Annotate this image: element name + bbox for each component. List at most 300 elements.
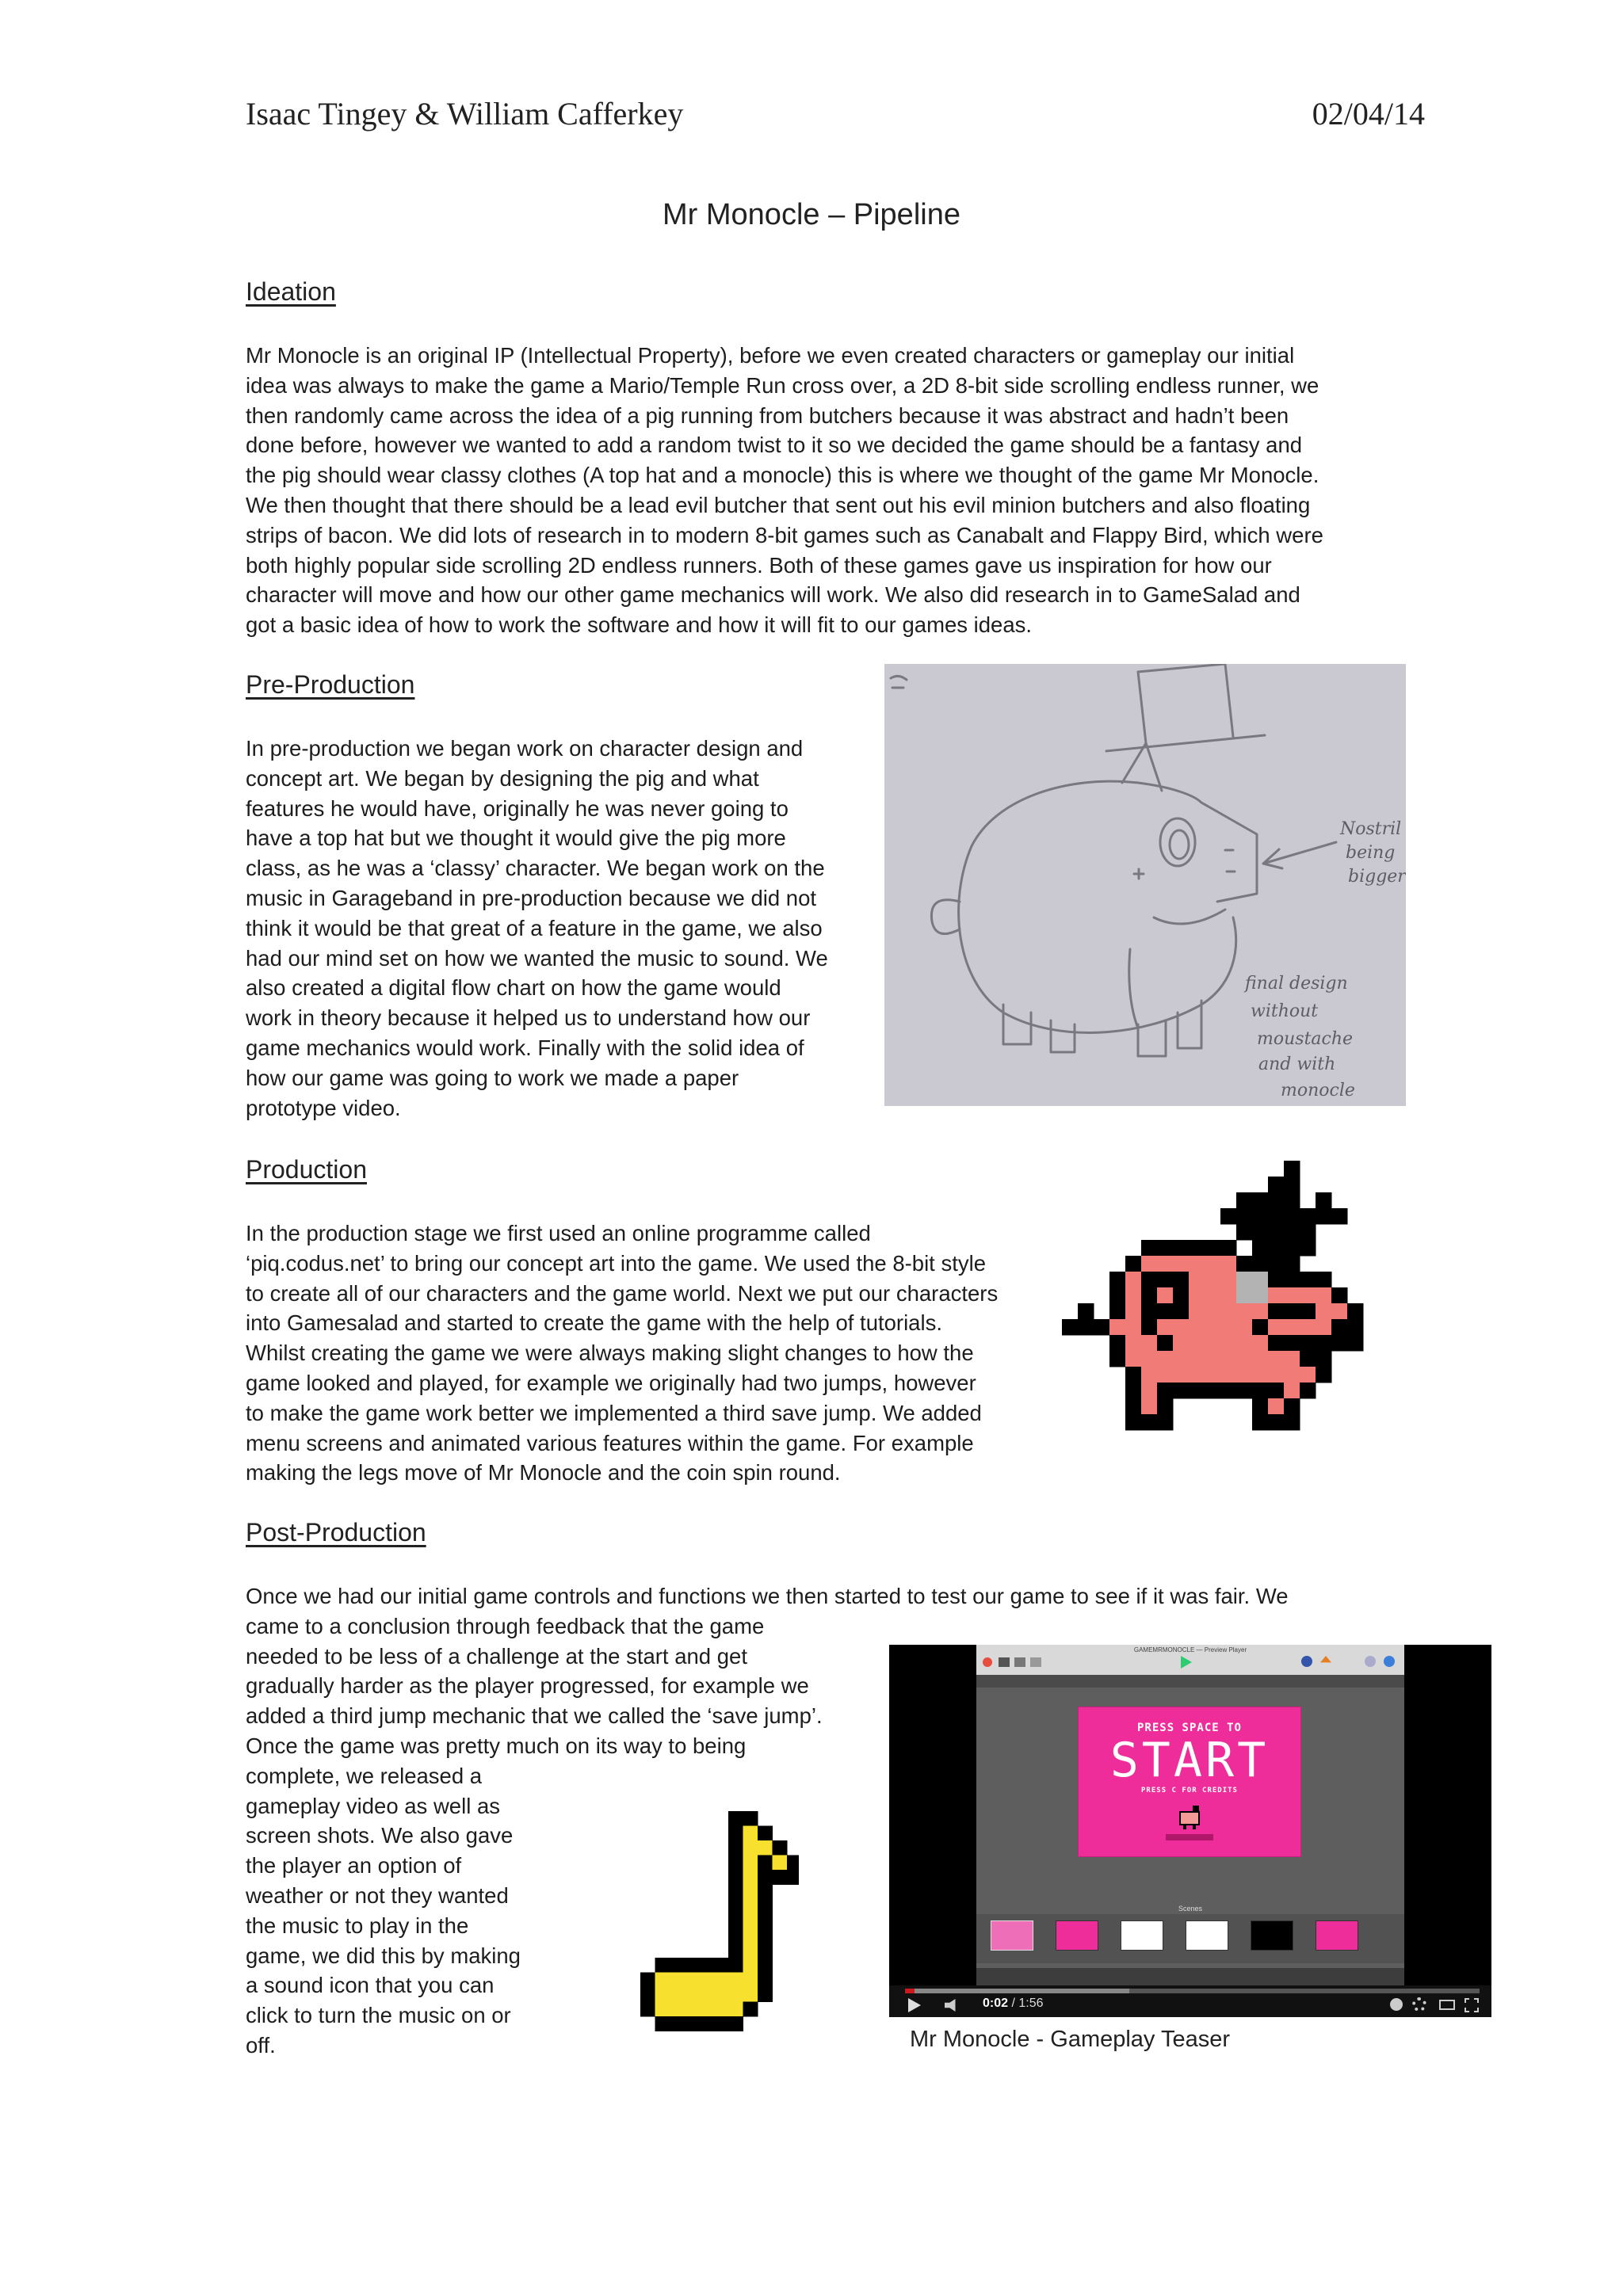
video-time-current: 0:02 (983, 1997, 1009, 2010)
text-line: had our mind set on how we wanted the music to sound. We (246, 945, 828, 971)
volume-icon[interactable] (945, 1999, 959, 2012)
sprite-pixel (1252, 1367, 1269, 1383)
sprite-pixel (1347, 1335, 1364, 1352)
sprite-pixel (1236, 1272, 1253, 1288)
fullscreen-icon[interactable] (1465, 1998, 1479, 2012)
sprite-pixel (743, 1885, 758, 1900)
help-icon (1384, 1656, 1395, 1667)
sprite-pixel (655, 1958, 670, 1973)
sprite-pixel (773, 1870, 788, 1885)
sprite-pixel (655, 1973, 670, 1988)
sprite-pixel (728, 2002, 743, 2017)
text-line: idea was always to make the game a Mario/Temple Run cross over, a 2D 8-bit side scrolling endless runner, we (246, 372, 1319, 398)
sprite-pixel (1189, 1272, 1205, 1288)
text-line: got a basic idea of how to work the software and how it will fit to our games ideas. (246, 612, 1033, 638)
sprite-pixel (1284, 1192, 1300, 1209)
sprite-pixel (1062, 1319, 1079, 1336)
sprite-pixel (758, 1870, 773, 1885)
sprite-pixel (743, 1840, 758, 1855)
sprite-pixel (1284, 1367, 1300, 1383)
toolbar-icon (999, 1657, 1010, 1667)
play-button-icon[interactable] (908, 1998, 921, 2012)
sprite-pixel (1141, 1256, 1158, 1272)
sprite-pixel (743, 1826, 758, 1841)
home-icon (1320, 1656, 1331, 1667)
sprite-pixel (728, 1943, 743, 1958)
sprite-pixel (1125, 1256, 1142, 1272)
sprite-pixel (1236, 1256, 1253, 1272)
sprite-pixel (1236, 1319, 1253, 1336)
sprite-pixel (1205, 1303, 1221, 1320)
text-line: prototype video. (246, 1095, 401, 1120)
video-caption[interactable]: Mr Monocle - Gameplay Teaser (910, 2027, 1231, 2052)
sprite-pixel (1284, 1208, 1300, 1225)
sprite-pixel (1125, 1287, 1142, 1304)
sprite-pixel (728, 1840, 743, 1855)
sprite-pixel (1236, 1335, 1253, 1352)
sprite-pixel (1300, 1287, 1316, 1304)
sprite-pixel (728, 1885, 743, 1900)
sprite-pixel (1189, 1383, 1205, 1399)
sprite-pixel (773, 1840, 788, 1855)
sprite-pixel (1268, 1335, 1285, 1352)
sprite-pixel (1252, 1398, 1269, 1415)
sprite-pixel (640, 1987, 655, 2002)
sprite-pixel (1284, 1256, 1300, 1272)
sprite-pixel (1173, 1367, 1190, 1383)
sprite-pixel (1220, 1208, 1237, 1225)
sprite-pixel (1141, 1414, 1158, 1431)
text-line: Mr Monocle is an original IP (Intellectual Property), before we even created characters or gameplay our initial (246, 343, 1295, 368)
sprite-pixel (1331, 1335, 1348, 1352)
sprite-pixel (1284, 1240, 1300, 1257)
sprite-pixel (1252, 1208, 1269, 1225)
sprite-pixel (743, 1973, 758, 1988)
sprite-pixel (1268, 1240, 1285, 1257)
sprite-pixel (758, 1987, 773, 2002)
text-line: class, as he was a ‘classy’ character. We began work on the (246, 856, 825, 881)
sprite-pixel (1173, 1256, 1190, 1272)
sketch-note: moustache (1257, 1029, 1354, 1049)
scene-thumbnail[interactable] (1121, 1920, 1163, 1951)
sprite-pixel (1331, 1319, 1348, 1336)
sprite-pixel (1236, 1303, 1253, 1320)
sprite-pixel (743, 1987, 758, 2002)
sprite-pixel (1316, 1367, 1332, 1383)
sprite-pixel (728, 1958, 743, 1973)
sketch-note: final design (1245, 974, 1348, 994)
sprite-pixel (758, 1973, 773, 1988)
sprite-pixel (1252, 1303, 1269, 1320)
sprite-pixel (728, 1826, 743, 1841)
sprite-pixel (640, 1973, 655, 1988)
sprite-pixel (1157, 1351, 1174, 1367)
sprite-pixel (1331, 1208, 1348, 1225)
sprite-pixel (714, 2016, 729, 2031)
sprite-pixel (1236, 1208, 1253, 1225)
text-line: concept art. We began by designing the pig and what (246, 765, 759, 791)
sprite-pixel (1141, 1398, 1158, 1415)
sprite-pixel (1300, 1272, 1316, 1288)
sprite-pixel (1157, 1367, 1174, 1383)
sprite-pixel (1157, 1256, 1174, 1272)
sprite-pixel (758, 1855, 773, 1871)
video-progress-bar[interactable] (905, 1989, 1480, 1993)
sprite-pixel (1173, 1383, 1190, 1399)
start-text: START (1109, 1733, 1270, 1788)
sprite-pixel (1284, 1224, 1300, 1241)
sprite-pixel (1284, 1161, 1300, 1177)
credits-text: PRESS C FOR CREDITS (1141, 1787, 1238, 1794)
sprite-pixel (1189, 1287, 1205, 1304)
preview-window-title: GAMEMRMONOCLE — Preview Player (1133, 1646, 1247, 1653)
sprite-pixel (699, 2002, 714, 2017)
preview-subbar (976, 1675, 1404, 1688)
text-line: a sound icon that you can (246, 1973, 495, 1998)
sprite-pixel (1220, 1256, 1237, 1272)
sprite-pixel (685, 2016, 700, 2031)
sprite-pixel (1157, 1398, 1174, 1415)
sprite-pixel (1300, 1383, 1316, 1399)
text-line: menu screens and animated various features within the game. For example (246, 1430, 974, 1455)
sprite-pixel (1220, 1240, 1237, 1257)
sprite-pixel (1236, 1383, 1253, 1399)
sprite-pixel (655, 1987, 670, 2002)
sprite-pixel (714, 2002, 729, 2017)
sprite-pixel (1268, 1414, 1285, 1431)
sprite-pixel (728, 1855, 743, 1871)
sprite-pixel (1157, 1383, 1174, 1399)
text-line: also created a digital flow chart on how the game would (246, 975, 781, 1001)
sketch-note: being (1346, 843, 1396, 863)
text-line: screen shots. We also gave (246, 1823, 514, 1848)
sprite-pixel (728, 1987, 743, 2002)
scene-thumbnail[interactable] (1056, 1920, 1098, 1951)
text-line: needed to be less of a challenge at the start and get (246, 1643, 747, 1669)
logo-bar (1166, 1834, 1213, 1840)
sketch-note: bigger (1348, 867, 1406, 887)
sprite-pixel (1125, 1335, 1142, 1352)
text-line: gameplay video as well as (246, 1793, 501, 1818)
sprite-pixel (1173, 1272, 1190, 1288)
sprite-pixel (1157, 1319, 1174, 1336)
preproduction-paragraph (246, 734, 828, 1123)
sprite-pixel (1141, 1351, 1158, 1367)
sprite-pixel (1125, 1272, 1142, 1288)
text-line: Whilst creating the game we were always making slight changes to how the (246, 1341, 974, 1366)
sprite-pixel (1268, 1351, 1285, 1367)
sprite-pixel (1268, 1192, 1285, 1209)
sprite-pixel (1347, 1319, 1364, 1336)
sprite-pixel (1252, 1335, 1269, 1352)
sprite-pixel (787, 1855, 799, 1871)
sprite-pixel (1205, 1287, 1221, 1304)
sprite-pixel (1205, 1256, 1221, 1272)
sprite-pixel (1268, 1398, 1285, 1415)
video-time-total: / 1:56 (1011, 1997, 1044, 2010)
text-line: complete, we released a (246, 1763, 483, 1788)
text-line: the player an option of (246, 1853, 462, 1878)
sprite-pixel (699, 1973, 714, 1988)
text-line: into Gamesalad and started to create the game with the help of tutorials. (246, 1310, 942, 1336)
video-buffer-bar (905, 1989, 1129, 1993)
scene-thumbnail[interactable] (1316, 1920, 1358, 1951)
sprite-pixel (699, 1958, 714, 1973)
sprite-pixel (1236, 1367, 1253, 1383)
sprite-pixel (1125, 1319, 1142, 1336)
sprite-pixel (1141, 1287, 1158, 1304)
text-line: game looked and played, for example we originally had two jumps, however (246, 1370, 976, 1395)
sprite-pixel (1189, 1240, 1205, 1257)
text-line: In pre-production we began work on character design and (246, 736, 804, 761)
sprite-pixel (1331, 1287, 1348, 1304)
sprite-pixel (1316, 1335, 1332, 1352)
sprite-pixel (1205, 1351, 1221, 1367)
sprite-pixel (758, 1885, 773, 1900)
sprite-pixel (1236, 1192, 1253, 1209)
sprite-pixel (685, 1973, 700, 1988)
page-title-text: Mr Monocle – Pipeline (663, 198, 960, 231)
text-line: Once the game was pretty much on its way to being (246, 1733, 747, 1758)
sprite-pixel (743, 1928, 758, 1943)
text-line: We then thought that there should be a lead evil butcher that sent out his evil minion butchers and also floating (246, 492, 1311, 517)
toolbar-icon (983, 1657, 992, 1667)
text-line: to create all of our characters and the game world. Next we put our characters (246, 1280, 999, 1306)
sprite-pixel (1220, 1367, 1237, 1383)
sprite-pixel (1252, 1240, 1269, 1257)
sprite-pixel (1316, 1351, 1332, 1367)
sprite-pixel (1220, 1303, 1237, 1320)
sprite-pixel (758, 1826, 773, 1841)
sprite-pixel (787, 1870, 799, 1885)
sprite-pixel (1205, 1240, 1221, 1257)
sprite-pixel (1316, 1287, 1332, 1304)
sprite-pixel (743, 1899, 758, 1914)
text-line: weather or not they wanted (246, 1882, 509, 1908)
mini-pig-icon (1174, 1802, 1205, 1834)
sprite-pixel (1157, 1414, 1174, 1431)
sprite-pixel (1157, 1287, 1174, 1304)
sprite-pixel (1284, 1287, 1300, 1304)
sprite-pixel (1252, 1351, 1269, 1367)
sprite-pixel (1268, 1177, 1285, 1193)
sprite-pixel (773, 1855, 788, 1871)
text-line: to make the game work better we implemented a third save jump. We added (246, 1400, 982, 1425)
sprite-pixel (1284, 1177, 1300, 1193)
sketch-note: monocle (1281, 1081, 1355, 1100)
sprite-pixel (1141, 1303, 1158, 1320)
sprite-pixel (1236, 1224, 1253, 1241)
sprite-pixel (728, 1899, 743, 1914)
sprite-pixel (714, 1987, 729, 2002)
sprite-pixel (1173, 1240, 1190, 1257)
sprite-pixel (743, 1855, 758, 1871)
sprite-pixel (1205, 1367, 1221, 1383)
text-line: both highly popular side scrolling 2D endless runners. Both of these games gave us inspiration for how our (246, 552, 1272, 578)
game-start-screen (1078, 1707, 1301, 1857)
ideation-paragraph (246, 341, 1323, 640)
scene-thumbnail[interactable] (1186, 1920, 1228, 1951)
sprite-pixel (1220, 1319, 1237, 1336)
sprite-pixel (1268, 1383, 1285, 1399)
text-line: game, we did this by making (246, 1943, 521, 1968)
sprite-pixel (1205, 1272, 1221, 1288)
heading-production: Production (246, 1155, 367, 1184)
sprite-pixel (1125, 1367, 1142, 1383)
sprite-pixel (1094, 1319, 1110, 1336)
sprite-pixel (1220, 1383, 1237, 1399)
sprite-pixel (1300, 1208, 1316, 1225)
sprite-pixel (699, 1987, 714, 2002)
sprite-pixel (670, 1958, 685, 1973)
sprite-pixel (758, 1928, 773, 1943)
sprite-pixel (728, 2016, 743, 2031)
sprite-pixel (1268, 1367, 1285, 1383)
sprite-pixel (1284, 1414, 1300, 1431)
concept-sketch-image (884, 664, 1406, 1106)
sprite-pixel (1141, 1319, 1158, 1336)
gear-icon[interactable] (1412, 1997, 1426, 2012)
sprite-pixel (1268, 1319, 1285, 1336)
sprite-pixel (1109, 1335, 1126, 1352)
sprite-pixel (1300, 1303, 1316, 1320)
text-line: added a third jump mechanic that we called the ‘save jump’. (246, 1703, 823, 1729)
video-frame[interactable] (889, 1645, 1491, 2017)
sprite-pixel (1268, 1256, 1285, 1272)
info-icon[interactable] (1390, 1998, 1403, 2011)
sprite-pixel (1347, 1303, 1364, 1320)
text-line: Once we had our initial game controls and functions we then started to test our game to see if it was fair. We (246, 1584, 1289, 1608)
sprite-pixel (758, 1914, 773, 1929)
sprite-pixel (1173, 1303, 1190, 1320)
sprite-pixel (1236, 1351, 1253, 1367)
sprite-pixel (1220, 1351, 1237, 1367)
sprite-pixel (1220, 1335, 1237, 1352)
sprite-pixel (1316, 1319, 1332, 1336)
sprite-pixel (1252, 1383, 1269, 1399)
heading-ideation: Ideation (246, 277, 336, 306)
sprite-pixel (1109, 1303, 1126, 1320)
sprite-pixel (1300, 1335, 1316, 1352)
text-line: then randomly came across the idea of a pig running from butchers because it was abstract and hadn’t been (246, 402, 1289, 428)
sketch-note: without (1251, 1001, 1319, 1021)
sprite-pixel (670, 1973, 685, 1988)
sprite-pixel (1189, 1256, 1205, 1272)
heading-postproduction: Post-Production (246, 1518, 426, 1547)
scenes-strip (976, 1914, 1404, 1963)
sprite-pixel (1189, 1335, 1205, 1352)
sprite-pixel (1109, 1272, 1126, 1288)
sprite-pixel (640, 2002, 655, 2017)
scene-thumbnail[interactable] (1251, 1920, 1293, 1951)
scenes-label: Scenes (1178, 1905, 1203, 1913)
sprite-pixel (1268, 1208, 1285, 1225)
sprite-pixel (1252, 1256, 1269, 1272)
sketch-note: Nostril (1340, 819, 1402, 839)
sprite-pixel (743, 1958, 758, 1973)
sprite-pixel (1205, 1383, 1221, 1399)
sprite-pixel (1173, 1319, 1190, 1336)
text-line: In the production stage we first used an online programme called (246, 1221, 871, 1245)
sprite-pixel (1300, 1240, 1316, 1257)
toolbar-icon (1030, 1657, 1041, 1667)
sprite-pixel (1109, 1319, 1126, 1336)
sprite-pixel (1157, 1240, 1174, 1257)
text-line: think it would be that great of a feature in the game, we also (246, 915, 823, 940)
sprite-pixel (1173, 1351, 1190, 1367)
sprite-pixel (655, 2016, 670, 2031)
header-authors: Isaac Tingey & William Cafferkey (246, 96, 684, 132)
sprite-pixel (1078, 1319, 1094, 1336)
sprite-pixel (1125, 1383, 1142, 1399)
sprite-pixel (1157, 1272, 1174, 1288)
text-line: music in Garageband in pre-production because we did not (246, 885, 817, 910)
sprite-pixel (1125, 1398, 1142, 1415)
sprite-pixel (1268, 1272, 1285, 1288)
sprite-pixel (714, 1958, 729, 1973)
sprite-pixel (1316, 1208, 1332, 1225)
sprite-pixel (1157, 1335, 1174, 1352)
sprite-pixel (714, 1973, 729, 1988)
sprite-pixel (670, 2016, 685, 2031)
sprite-pixel (1125, 1303, 1142, 1320)
sprite-pixel (1205, 1335, 1221, 1352)
sprite-pixel (1141, 1272, 1158, 1288)
sprite-pixel (1189, 1351, 1205, 1367)
sprite-pixel (728, 1870, 743, 1885)
sprite-pixel (1189, 1319, 1205, 1336)
sprite-pixel (1189, 1367, 1205, 1383)
sprite-pixel (743, 1943, 758, 1958)
play-icon (1181, 1656, 1192, 1669)
preview-status-bar (976, 1968, 1404, 1985)
text-line: strips of bacon. We did lots of research in to modern 8-bit games such as Canabalt and Flappy Bird, which were (246, 522, 1323, 547)
text-line: features he would have, originally he was never going to (246, 795, 789, 821)
sprite-pixel (1284, 1398, 1300, 1415)
video-progress-fill (905, 1989, 915, 1993)
text-line: game mechanics would work. Finally with the solid idea of (246, 1035, 804, 1060)
toolbar-icon (1365, 1656, 1376, 1667)
sprite-pixel (1252, 1224, 1269, 1241)
sprite-pixel (699, 2016, 714, 2031)
gameplay-video-player[interactable] (889, 1645, 1491, 2065)
toolbar-icon (1014, 1657, 1025, 1667)
sprite-pixel (1284, 1319, 1300, 1336)
sprite-pixel (1284, 1383, 1300, 1399)
sprite-pixel (1268, 1303, 1285, 1320)
heading-preproduction: Pre-Production (246, 670, 415, 699)
sprite-pixel (685, 2002, 700, 2017)
sprite-pixel (1252, 1414, 1269, 1431)
sprite-pixel (1316, 1303, 1332, 1320)
text-line: have a top hat but we thought it would give the pig more (246, 826, 786, 851)
text-line: the pig should wear classy clothes (A top hat and a monocle) this is where we thought of the game Mr Monocle. (246, 463, 1319, 488)
sprite-pixel (1173, 1287, 1190, 1304)
text-line: work in theory because it helped us to understand how our (246, 1005, 811, 1031)
scene-thumbnail[interactable] (991, 1920, 1033, 1951)
theater-mode-icon[interactable] (1439, 2000, 1455, 2010)
preview-player-window (976, 1645, 1404, 1985)
text-line: ‘piq.codus.net’ to bring our concept art into the game. We used the 8-bit style (246, 1250, 987, 1276)
text-line: off. (246, 2032, 276, 2058)
text-line: came to a conclusion through feedback that the game (246, 1613, 765, 1638)
sprite-pixel (728, 1811, 743, 1826)
sprite-pixel (1173, 1335, 1190, 1352)
sprite-pixel (1205, 1319, 1221, 1336)
production-paragraph (246, 1219, 998, 1488)
sprite-pixel (1252, 1192, 1269, 1209)
sprite-pixel (728, 1928, 743, 1943)
